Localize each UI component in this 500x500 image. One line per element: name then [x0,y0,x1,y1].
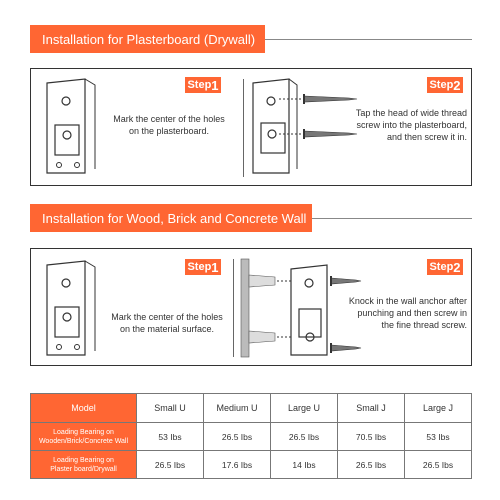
table-row-header: Loading Bearing on Plaster board/Drywall [31,451,137,479]
table-row-header: Loading Bearing on Wooden/Brick/Concrete Wall [31,423,137,451]
table-column-header: Small U [137,394,204,423]
load-bearing-table [30,393,472,479]
instruction-panel [30,68,472,186]
panel-divider [243,79,244,177]
step-instruction: Tap the head of wide thread screw into the plasterboard, and then screw it in. [355,108,467,142]
table-cell: 53 Ibs [137,423,204,451]
table-column-header: Large J [405,394,472,423]
table-cell: 26.5 Ibs [137,451,204,479]
bracket-illustration [45,259,105,359]
step-instruction: Mark the center of the holes on the material surface. [111,312,223,334]
table-cell: 26.5 Ibs [405,451,472,479]
step-badge: Step 1 [185,77,221,93]
table-cell: 26.5 Ibs [204,423,271,451]
table-cell: 26.5 Ibs [338,451,405,479]
step-badge: Step 1 [185,259,221,275]
step-instruction: Knock in the wall anchor after punching and then screw in the fine thread screw. [348,296,467,330]
table-cell: 70.5 Ibs [338,423,405,451]
table-model-header: Model [31,394,137,423]
table-column-header: Small J [338,394,405,423]
step-badge: Step 2 [427,77,463,93]
instruction-panel [30,248,472,366]
table-cell: 14 Ibs [271,451,338,479]
table-column-header: Large U [271,394,338,423]
table-row [31,423,472,451]
step-instruction: Mark the center of the holes on the plasterboard. [113,114,225,136]
table-column-header: Medium U [204,394,271,423]
bracket-with-screws-illustration [249,77,359,177]
table-cell: 17.6 Ibs [204,451,271,479]
wall-anchor-illustration [241,259,361,359]
table-cell: 53 Ibs [405,423,472,451]
table-row [31,451,472,479]
section-title: Installation for Wood, Brick and Concrete Wall [30,204,312,232]
step-badge: Step 2 [427,259,463,275]
table-cell: 26.5 Ibs [271,423,338,451]
bracket-illustration [45,77,105,177]
section-title: Installation for Plasterboard (Drywall) [30,25,265,53]
panel-divider [233,259,234,357]
